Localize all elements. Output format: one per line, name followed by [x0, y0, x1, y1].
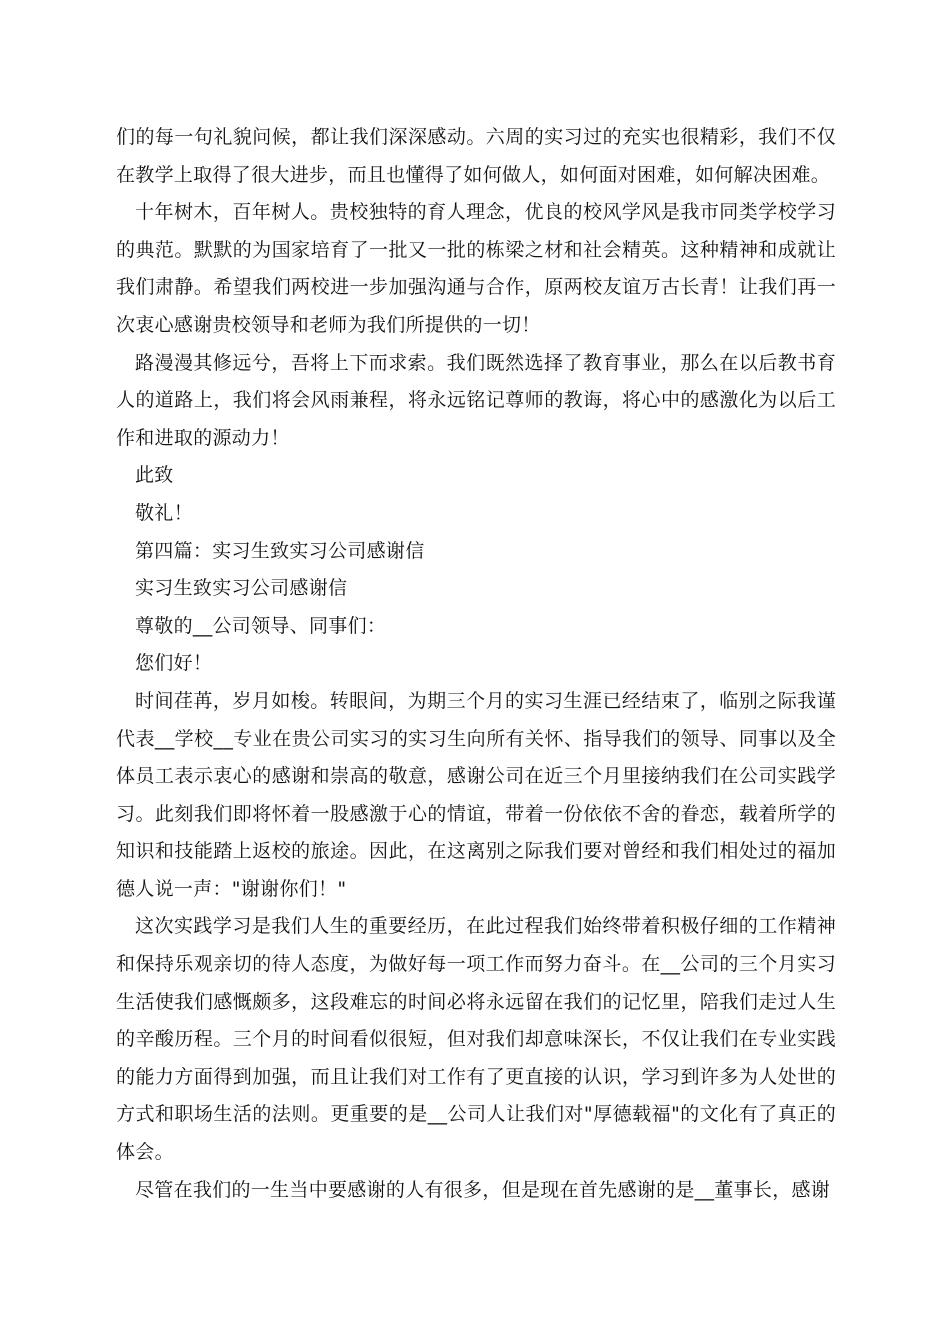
paragraph-school-praise: 十年树木，百年树人。贵校独特的育人理念，优良的校风学风是我市同类学校学习的典范。默默的为国家培育了一批又一批的栋梁之材和社会精英。这种精神和成就让我们肃静。希望我们两校进一步加强沟通与合作，原两校友谊万古长青！让我们再一次衷心感谢贵校领导和老师为我们所提供的一切！ [116, 201, 836, 336]
paragraph-experience: 这次实践学习是我们人生的重要经历，在此过程我们始终带着积极仔细的工作精神和保持乐观亲切的待人态度，为做好每一项工作而努力奋斗。在__公司的三个月实习生活使我们感慨颇多，这段难忘的时间必将永远留在我们的记忆里，陪我们走过人生的辛酸历程。三个月的时间看似很短，但对我们却意味深长，不仅让我们在专业实践的能力方面得到加强，而且让我们对工作有了更直接的认识，学习到许多为人处世的方式和职场生活的法则。更重要的是__公司人让我们对"厚德载福"的文化有了真正的体会。 [116, 915, 836, 1164]
letter-title: 实习生致实习公司感谢信 [135, 577, 348, 600]
paragraph-thanks: 尽管在我们的一生当中要感谢的人有很多，但是现在首先感谢的是__董事长，感谢 [135, 1178, 831, 1201]
letter-addressee: 尊敬的__公司领导、同事们： [135, 614, 387, 637]
section-heading: 第四篇：实习生致实习公司感谢信 [135, 539, 425, 562]
document-body [116, 119, 836, 1209]
paragraph-continuation: 们的每一句礼貌问候，都让我们深深感动。六周的实习过的充实也很精彩，我们不仅在教学上取得了很大进步，而且也懂得了如何做人，如何面对困难，如何解决困难。 [116, 126, 836, 186]
closing-salutation: 此致 [135, 464, 174, 487]
letter-greeting: 您们好！ [135, 652, 213, 675]
closing-regards: 敬礼！ [135, 501, 193, 524]
paragraph-resolve: 路漫漫其修远兮，吾将上下而求索。我们既然选择了教育事业，那么在以后教书育人的道路上，我们将会风雨兼程，将永远铭记尊师的教诲，将心中的感激化为以后工作和进取的源动力！ [116, 351, 836, 449]
paragraph-internship-end: 时间荏苒，岁月如梭。转眼间，为期三个月的实习生涯已经结束了，临别之际我谨代表__学校__专业在贵公司实习的实习生向所有关怀、指导我们的领导、同事以及全体员工表示衷心的感谢和崇高的敬意，感谢公司在近三个月里接纳我们在公司实践学习。此刻我们即将怀着一股感激于心的情谊，带着一份依依不舍的眷恋，载着所学的知识和技能踏上返校的旅途。因此，在这离别之际我们要对曾经和我们相处过的福加德人说一声："谢谢你们！" [116, 689, 836, 900]
